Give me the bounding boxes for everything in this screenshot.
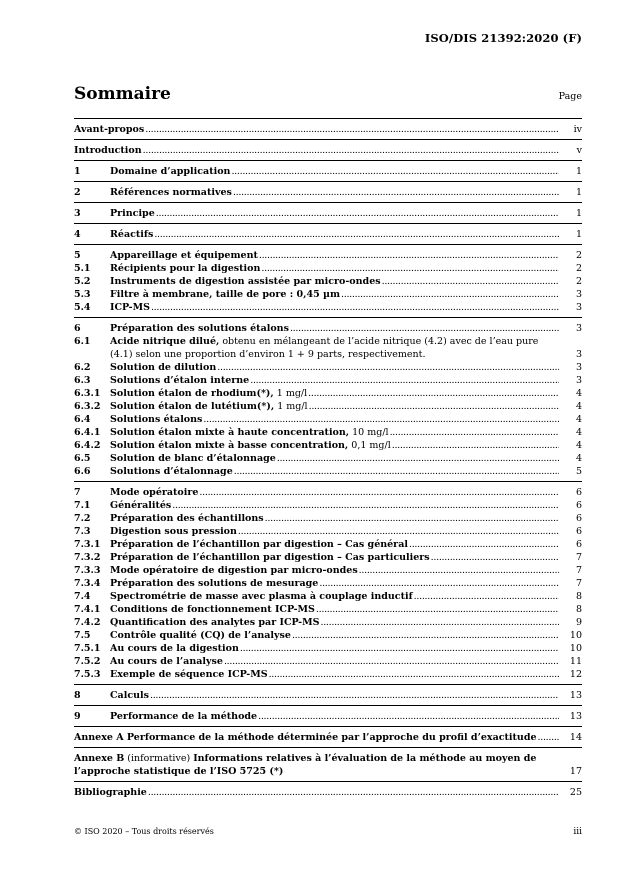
toc-entry[interactable]: [74, 275, 582, 288]
toc-entry-number: 7.5.2: [74, 656, 101, 667]
toc-entry-number: 7.3.2: [74, 552, 101, 563]
toc-entry-page: 4: [575, 440, 582, 451]
toc-leader-dots: [203, 413, 559, 426]
toc-entry[interactable]: [74, 413, 582, 426]
toc-entry-page: 25: [569, 787, 582, 798]
toc-entry[interactable]: [74, 244, 582, 262]
toc-entry-number: 5.3: [74, 289, 91, 300]
toc-entry-page: 6: [575, 526, 582, 537]
toc-leader-dots: [217, 361, 559, 374]
toc-entry-title: [110, 413, 202, 426]
toc-leader-dots: [154, 228, 559, 241]
toc-entry[interactable]: [74, 426, 582, 439]
toc-entry[interactable]: [74, 781, 582, 799]
toc-entry-title: [110, 336, 538, 360]
toc-entry-title-bold: Solution de blanc d’étalonnage: [110, 453, 276, 464]
toc-entry[interactable]: [74, 301, 582, 314]
toc-entry-title: [110, 207, 155, 220]
toc-entry-title-bold: Domaine d’application: [110, 166, 231, 177]
toc-entry-page: 13: [569, 690, 582, 701]
toc-entry-title: [110, 374, 249, 387]
toc-entry-title-bold: Références normatives: [110, 187, 232, 198]
toc-leader-dots: [269, 668, 559, 681]
toc-entry-number: 7.4.1: [74, 604, 101, 615]
toc-entry-page: 4: [575, 427, 582, 438]
toc-entry-page: 1: [575, 208, 582, 219]
toc-entry-number: 5.1: [74, 263, 91, 274]
toc-entry[interactable]: [74, 551, 582, 564]
toc-entry-page: 2: [575, 250, 582, 261]
toc-entry-page: 4: [575, 401, 582, 412]
table-of-contents: [74, 115, 582, 799]
toc-entry-page: 10: [569, 630, 582, 641]
toc-entry-number: 6.4.1: [74, 427, 101, 438]
toc-entry-title-bold: Préparation de l’échantillon par digestion – Cas particuliers: [110, 552, 430, 563]
toc-entry-title: [110, 426, 389, 439]
toc-leader-dots: [359, 564, 559, 577]
toc-entry-title-bold: Solutions étalons: [110, 414, 203, 425]
toc-leader-dots: [199, 486, 559, 499]
toc-entry-title: [110, 629, 291, 642]
toc-entry-title: [110, 288, 340, 301]
toc-entry-number: 5.4: [74, 302, 91, 313]
toc-entry-title-bold: Au cours de la digestion: [110, 643, 239, 654]
toc-entry[interactable]: [74, 288, 582, 301]
toc-entry[interactable]: [74, 668, 582, 681]
toc-entry-page: 5: [575, 466, 582, 477]
toc-entry-title: [110, 577, 318, 590]
toc-entry-page: 1: [575, 187, 582, 198]
toc-entry-number: 6.4: [74, 414, 91, 425]
toc-entry-title-bold: ICP-MS: [110, 302, 150, 313]
toc-entry-title: [110, 525, 237, 538]
toc-entry-title: [74, 786, 147, 799]
toc-entry-number: 6.5: [74, 453, 91, 464]
toc-entry[interactable]: [74, 361, 582, 374]
toc-leader-dots: [277, 452, 559, 465]
toc-entry-title-bold: Préparation des solutions de mesurage: [110, 578, 319, 589]
toc-leader-dots: [259, 249, 559, 262]
toc-entry-title: [110, 499, 171, 512]
toc-entry-page: 4: [575, 453, 582, 464]
toc-entry-page: 2: [575, 263, 582, 274]
toc-entry[interactable]: [74, 118, 582, 136]
toc-leader-dots: [240, 642, 559, 655]
toc-entry[interactable]: [74, 181, 582, 199]
toc-entry-title-bold: Solutions d’étalon interne: [110, 375, 250, 386]
toc-entry-title-bold: Digestion sous pression: [110, 526, 237, 537]
toc-leader-dots: [414, 590, 559, 603]
toc-entry[interactable]: [74, 512, 582, 525]
toc-entry[interactable]: [74, 481, 582, 499]
toc-entry-page: 7: [575, 552, 582, 563]
toc-leader-dots: [156, 207, 559, 220]
toc-entry-title: [110, 538, 408, 551]
toc-entry-page: 13: [569, 711, 582, 722]
toc-entry-number: 3: [74, 208, 81, 219]
toc-entry-title: [110, 361, 216, 374]
toc-entry[interactable]: [74, 538, 582, 551]
toc-entry-title: [110, 439, 391, 452]
toc-entry-title-bold: Filtre à membrane, taille de pore : 0,45 µm: [110, 289, 341, 300]
toc-entry-title-bold: Annexe A Performance de la méthode déterminée par l’approche du profil d’exactitude: [74, 732, 537, 743]
toc-entry-number: 6.3.2: [74, 401, 101, 412]
toc-entry-title-bold: Avant-propos: [74, 124, 145, 135]
toc-entry[interactable]: [74, 499, 582, 512]
toc-entry-number: 6.3: [74, 375, 91, 386]
toc-entry-page: 7: [575, 565, 582, 576]
toc-entry-title-bold: Mode opératoire de digestion par micro-ondes: [110, 565, 358, 576]
toc-entry-number: 7.5.1: [74, 643, 101, 654]
toc-leader-dots: [538, 731, 559, 744]
toc-entry-title: [110, 275, 381, 288]
toc-entry-page: v: [576, 145, 582, 156]
copyright-notice: © ISO 2020 – Tous droits réservés: [74, 827, 214, 836]
toc-entry-title-bold: Généralités: [110, 500, 172, 511]
toc-entry-page: 7: [575, 578, 582, 589]
toc-entry-number: 6.2: [74, 362, 91, 373]
toc-entry-title-bold: Annexe B: [74, 753, 125, 764]
toc-entry-page: iv: [573, 124, 582, 135]
toc-entry[interactable]: [74, 616, 582, 629]
toc-leader-dots: [409, 538, 559, 551]
toc-entry[interactable]: [74, 655, 582, 668]
toc-entry-page: 14: [569, 732, 582, 743]
toc-entry-number: 7.2: [74, 513, 91, 524]
toc-entry-page: 1: [575, 166, 582, 177]
toc-entry-title: [110, 186, 232, 199]
toc-leader-dots: [172, 499, 559, 512]
toc-entry-title: [110, 512, 264, 525]
toc-entry-title: [110, 590, 413, 603]
toc-entry-number: 7: [74, 487, 81, 498]
toc-entry-title: [110, 301, 150, 314]
toc-leader-dots: [341, 288, 559, 301]
toc-entry-title-bold: Introduction: [74, 145, 142, 156]
toc-entry-title-bold: Préparation des solutions étalons: [110, 323, 289, 334]
toc-entry-title-bold: Solution étalon mixte à basse concentration,: [110, 440, 349, 451]
toc-entry[interactable]: [74, 747, 582, 778]
toc-leader-dots: [265, 512, 559, 525]
toc-entry[interactable]: [74, 705, 582, 723]
toc-entry[interactable]: [74, 452, 582, 465]
toc-entry-title-bold: Solution étalon de rhodium(*),: [110, 388, 274, 399]
toc-entry[interactable]: [74, 317, 582, 335]
toc-entry-title-bold: Quantification des analytes par ICP-MS: [110, 617, 320, 628]
toc-entry-number: 7.3: [74, 526, 91, 537]
toc-entry-page: 1: [575, 229, 582, 240]
toc-entry-title: [110, 655, 223, 668]
toc-leader-dots: [151, 301, 559, 314]
page-number: iii: [573, 827, 582, 837]
toc-entry-number: 8: [74, 690, 81, 701]
toc-entry-page: 8: [575, 591, 582, 602]
toc-leader-dots: [390, 426, 559, 439]
toc-entry[interactable]: [74, 603, 582, 616]
toc-entry-title: [74, 123, 144, 136]
toc-entry[interactable]: [74, 525, 582, 538]
toc-entry-title: [110, 387, 307, 400]
toc-entry-number: 5: [74, 250, 81, 261]
page-column-label: Page: [558, 91, 582, 102]
toc-entry-page: 3: [575, 323, 582, 334]
toc-entry-title-bold: Principe: [110, 208, 155, 219]
toc-entry-page: 2: [575, 276, 582, 287]
toc-entry[interactable]: [74, 387, 582, 400]
toc-entry-page: 3: [575, 362, 582, 373]
toc-leader-dots: [231, 165, 559, 178]
toc-leader-dots: [250, 374, 559, 387]
toc-entry-number: 7.5.3: [74, 669, 101, 680]
toc-entry-page: 4: [575, 414, 582, 425]
toc-leader-dots: [234, 465, 559, 478]
toc-entry[interactable]: [74, 160, 582, 178]
toc-entry-title: [110, 642, 239, 655]
toc-entry-title-normal: (informative): [124, 753, 194, 764]
toc-entry-page: 3: [575, 375, 582, 386]
toc-entry-page: 6: [575, 487, 582, 498]
toc-leader-dots: [290, 322, 559, 335]
toc-entry-page: 12: [569, 669, 582, 680]
toc-entry-title-bold: Préparation des échantillons: [110, 513, 264, 524]
toc-entry-page: 3: [575, 302, 582, 313]
toc-entry-page: 6: [575, 539, 582, 550]
toc-entry-title-normal: 0,1 mg/l: [348, 440, 391, 451]
toc-entry-title-normal: 1 mg/l: [273, 388, 308, 399]
toc-entry[interactable]: [74, 590, 582, 603]
toc-entry-title: [110, 486, 198, 499]
toc-entry-page: 9: [575, 617, 582, 628]
toc-entry[interactable]: [74, 465, 582, 478]
toc-entry-number: 6.3.1: [74, 388, 101, 399]
toc-entry-title-bold: Exemple de séquence ICP-MS: [110, 669, 268, 680]
toc-entry[interactable]: [74, 223, 582, 241]
toc-entry-page: 3: [575, 349, 582, 360]
toc-entry-page: 8: [575, 604, 582, 615]
toc-entry-title: [110, 668, 268, 681]
toc-entry-number: 6.4.2: [74, 440, 101, 451]
toc-entry-title: [110, 551, 430, 564]
toc-entry-page: 4: [575, 388, 582, 399]
toc-entry-number: 2: [74, 187, 81, 198]
toc-entry-title: [110, 616, 319, 629]
toc-entry-number: 7.5: [74, 630, 91, 641]
toc-entry-title-bold: Contrôle qualité (CQ) de l’analyse: [110, 630, 291, 641]
toc-entry-title: [74, 731, 537, 744]
toc-entry-title-normal: 10 mg/l: [349, 427, 389, 438]
toc-entry[interactable]: [74, 629, 582, 642]
toc-entry-number: 4: [74, 229, 81, 240]
toc-leader-dots: [319, 577, 559, 590]
toc-entry[interactable]: [74, 400, 582, 413]
toc-entry-title-bold: Solution étalon mixte à haute concentration,: [110, 427, 350, 438]
toc-entry-number: 7.4.2: [74, 617, 101, 628]
toc-leader-dots: [308, 387, 559, 400]
toc-entry-page: 11: [569, 656, 582, 667]
toc-entry-number: 7.3.3: [74, 565, 101, 576]
toc-entry[interactable]: [74, 564, 582, 577]
toc-entry-title-bold: Calculs: [110, 690, 149, 701]
toc-leader-dots: [143, 144, 559, 157]
toc-leader-dots: [382, 275, 559, 288]
toc-entry[interactable]: [74, 684, 582, 702]
toc-entry-title-bold: Acide nitrique dilué,: [110, 336, 220, 347]
toc-leader-dots: [292, 629, 559, 642]
toc-entry-title-bold: Solution de dilution: [110, 362, 217, 373]
toc-entry-title-bold: Préparation de l’échantillon par digestion – Cas général: [110, 539, 408, 550]
toc-entry-title: [110, 262, 260, 275]
toc-entry-title-bold: Récipients pour la digestion: [110, 263, 261, 274]
toc-entry-page: 17: [569, 766, 582, 777]
toc-entry-title: [74, 753, 536, 777]
toc-entry-title-normal: 1 mg/l: [274, 401, 308, 412]
toc-leader-dots: [224, 655, 559, 668]
toc-entry-title: [110, 228, 153, 241]
toc-leader-dots: [309, 400, 559, 413]
toc-entry-title-normal: obtenu en mélangeant de l’acide nitrique (4.2) avec de l’eau pure (4.1) selon une proportion d’environ 1 + 9 parts, respectivement.: [110, 336, 539, 360]
toc-leader-dots: [392, 439, 559, 452]
toc-entry-page: 3: [575, 289, 582, 300]
toc-entry-title-bold: Au cours de l’analyse: [110, 656, 223, 667]
toc-entry-number: 6.1: [74, 336, 91, 347]
toc-entry[interactable]: [74, 726, 582, 744]
toc-entry[interactable]: [74, 202, 582, 220]
toc-entry[interactable]: [74, 139, 582, 157]
toc-entry-title: [74, 144, 142, 157]
toc-entry-title-bold: Performance de la méthode: [110, 711, 258, 722]
toc-leader-dots: [238, 525, 559, 538]
toc-entry-title-bold: Réactifs: [110, 229, 154, 240]
page-title: Sommaire: [74, 84, 171, 104]
toc-entry-page: 10: [569, 643, 582, 654]
toc-entry-title: [110, 689, 149, 702]
toc-leader-dots: [316, 603, 559, 616]
toc-entry-title: [110, 249, 258, 262]
toc-entry-title: [110, 603, 315, 616]
toc-entry-title: [110, 564, 358, 577]
toc-title-row: [74, 84, 582, 108]
toc-entry-number: 7.3.1: [74, 539, 101, 550]
toc-entry-title-bold: Spectrométrie de masse avec plasma à couplage inductif: [110, 591, 413, 602]
toc-entry-title: [110, 322, 289, 335]
toc-entry[interactable]: [74, 335, 582, 361]
toc-entry-number: 6.6: [74, 466, 91, 477]
toc-entry-title-bold: Bibliographie: [74, 787, 147, 798]
toc-entry-number: 7.4: [74, 591, 91, 602]
toc-leader-dots: [145, 123, 559, 136]
toc-entry-title: [110, 400, 308, 413]
toc-leader-dots: [431, 551, 559, 564]
toc-entry[interactable]: [74, 439, 582, 452]
toc-entry-number: 1: [74, 166, 81, 177]
toc-entry-title-bold: Informations relatives à l’évaluation de la méthode au moyen de l’approche statistique de l’ISO 5725 (*): [74, 753, 537, 777]
toc-leader-dots: [261, 262, 559, 275]
toc-entry[interactable]: [74, 374, 582, 387]
toc-entry-number: 7.3.4: [74, 578, 101, 589]
toc-entry-number: 5.2: [74, 276, 91, 287]
toc-entry-title-bold: Solution étalon de lutétium(*),: [110, 401, 275, 412]
toc-entry-title: [110, 465, 233, 478]
toc-entry-page: 6: [575, 500, 582, 511]
toc-entry[interactable]: [74, 642, 582, 655]
toc-leader-dots: [233, 186, 559, 199]
toc-leader-dots: [320, 616, 559, 629]
toc-entry-number: 6: [74, 323, 81, 334]
toc-entry-title-bold: Instruments de digestion assistée par micro-ondes: [110, 276, 381, 287]
toc-entry-number: 7.1: [74, 500, 91, 511]
toc-entry-number: 9: [74, 711, 81, 722]
toc-entry-title-bold: Conditions de fonctionnement ICP-MS: [110, 604, 315, 615]
toc-leader-dots: [258, 710, 559, 723]
toc-leader-dots: [148, 786, 559, 799]
toc-leader-dots: [150, 689, 559, 702]
toc-entry-title: [110, 165, 230, 178]
toc-entry-title-bold: Appareillage et équipement: [110, 250, 258, 261]
toc-entry-title-bold: Solutions d’étalonnage: [110, 466, 233, 477]
toc-entry[interactable]: [74, 262, 582, 275]
toc-entry[interactable]: [74, 577, 582, 590]
toc-entry-title: [110, 452, 276, 465]
toc-entry-title-bold: Mode opératoire: [110, 487, 199, 498]
toc-entry-title: [110, 710, 257, 723]
document-id: ISO/DIS 21392:2020 (F): [424, 31, 582, 45]
toc-entry-page: 6: [575, 513, 582, 524]
